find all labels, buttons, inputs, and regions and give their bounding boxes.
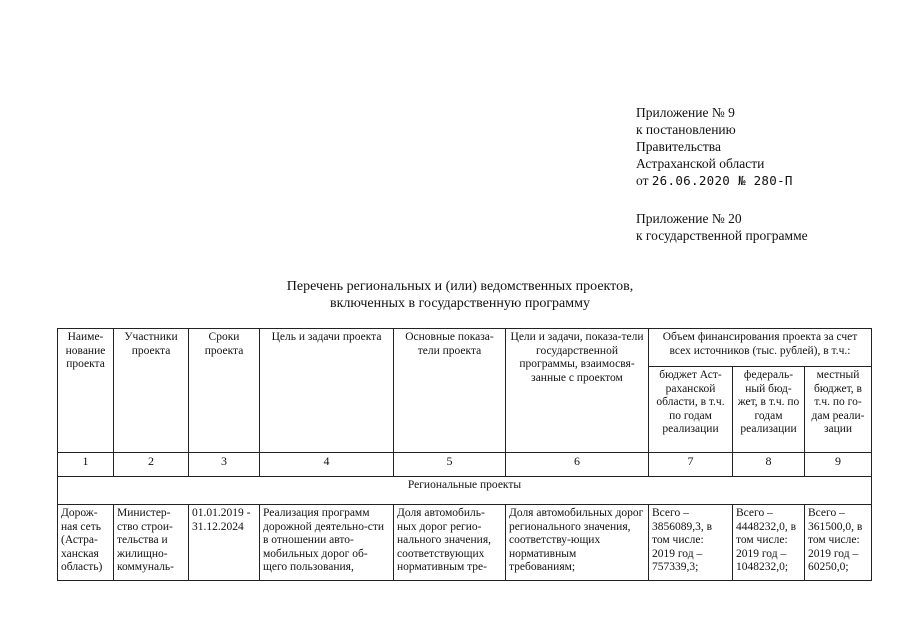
appendix-20-line: к государственной программе: [636, 228, 808, 243]
cell-budget-region: Всего – 3856089,3, в том числе: 2019 год – 757339,3;: [649, 505, 733, 581]
header-program-goals: Цели и задачи, показа-тели государственной программы, взаимосвя-занные с проектом: [506, 329, 649, 453]
column-number: 8: [733, 453, 805, 477]
column-number: 1: [58, 453, 114, 477]
appendix-9-line: Правительства: [636, 139, 721, 154]
cell-name: Дорож-ная сеть (Астра-ханская область): [58, 505, 114, 581]
date-prefix: от: [636, 173, 649, 188]
cell-budget-federal: Всего – 4448232,0, в том числе: 2019 год – 1048232,0;: [733, 505, 805, 581]
table-row: [58, 505, 872, 581]
section-row: [58, 477, 872, 505]
title-line: Перечень региональных и (или) ведомственных проектов,: [286, 279, 634, 294]
cell-terms: 01.01.2019 - 31.12.2024: [189, 505, 260, 581]
header-budget-region: бюджет Аст-раханской области, в т.ч. по годам реализации: [649, 367, 733, 453]
projects-table: [57, 328, 872, 581]
appendix-9-date: [636, 172, 793, 189]
column-numbers-row: [58, 453, 872, 477]
column-number: 4: [260, 453, 394, 477]
appendix-9-line: Приложение № 9: [636, 105, 735, 120]
date-value: 26.06.2020 № 280-П: [651, 173, 793, 188]
column-number: 6: [506, 453, 649, 477]
cell-participants: Министер-ство строи-тельства и жилищно-коммуналь-: [114, 505, 189, 581]
column-number: 7: [649, 453, 733, 477]
cell-budget-local: Всего – 361500,0, в том числе: 2019 год – 60250,0;: [805, 505, 872, 581]
appendix-9-line: к постановлению: [636, 122, 736, 137]
cell-goal: Реализация программ дорожной деятельно-сти в отношении авто-мобильных дорог об-щего пользования,: [260, 505, 394, 581]
column-number: 2: [114, 453, 189, 477]
header-terms: Сроки проекта: [189, 329, 260, 453]
cell-indicators: Доля автомобиль-ных дорог регио-нального значения, соответствующих нормативным тре-: [394, 505, 506, 581]
column-number: 3: [189, 453, 260, 477]
header-participants: Участники проекта: [114, 329, 189, 453]
column-number: 5: [394, 453, 506, 477]
section-title: Региональные проекты: [58, 477, 872, 505]
header-budget-local: местный бюджет, в т.ч. по го-дам реали-зации: [805, 367, 872, 453]
header-name: Наиме-нование проекта: [58, 329, 114, 453]
appendix-20-line: Приложение № 20: [636, 211, 742, 226]
column-number: 9: [805, 453, 872, 477]
appendix-9-line: Астраханской области: [636, 156, 765, 171]
header-financing: Объем финансирования проекта за счет всех источников (тыс. рублей), в т.ч.:: [649, 329, 872, 367]
appendix-9-block: [636, 104, 793, 189]
document-title: [200, 278, 720, 312]
header-row: [58, 329, 872, 367]
header-indicators: Основные показа-тели проекта: [394, 329, 506, 453]
title-line: включенных в государственную программу: [330, 296, 590, 311]
header-goal: Цель и задачи проекта: [260, 329, 394, 453]
appendix-20-block: [636, 210, 808, 244]
cell-program-goals: Доля автомобильных дорог регионального значения, соответству-ющих нормативным требованиям;: [506, 505, 649, 581]
header-budget-federal: федераль-ный бюд-жет, в т.ч. по годам реализации: [733, 367, 805, 453]
